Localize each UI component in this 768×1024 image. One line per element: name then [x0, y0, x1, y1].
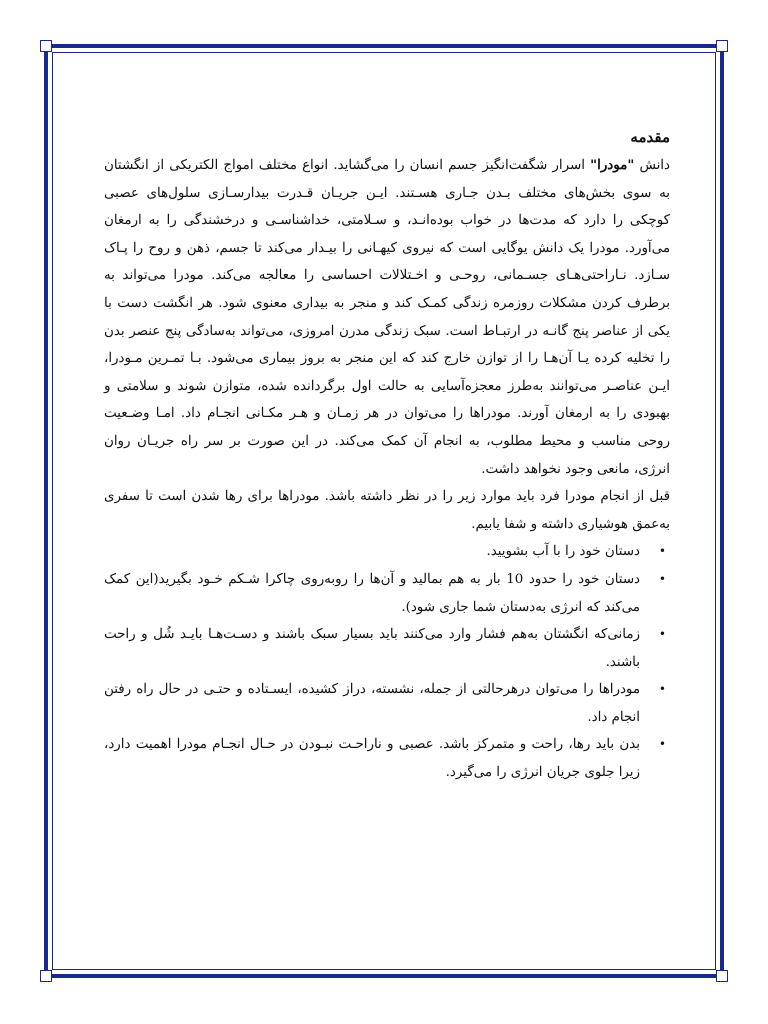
- intro-bold-term: "مودرا": [590, 157, 635, 173]
- bullet-icon: •: [658, 737, 666, 752]
- bullet-icon: •: [658, 571, 666, 586]
- list-item: [104, 676, 666, 731]
- border-corner-ornament: [716, 40, 728, 52]
- list-item-text: دستان خود را حدود 10 بار به هم بمالید و آن‌ها را روبه‌روی چاکرا شـکم خـود بگیرید(این کمک می‌کند که انرژی به‌دستان شما جاری شود).: [104, 571, 640, 615]
- bullet-icon: •: [658, 627, 666, 642]
- preconditions-list: [104, 538, 670, 786]
- list-item: [104, 566, 666, 621]
- list-item: [104, 538, 666, 566]
- intro-prefix: دانش: [634, 158, 670, 173]
- bullet-icon: •: [658, 682, 666, 697]
- preconditions-paragraph: قبل از انجام مودرا فرد باید موارد زیر را در نظر داشته باشد. مودراها برای رها شدن است تا سفری به‌عمق هوشیاری داشته و شفا یابیم.: [104, 489, 670, 532]
- border-corner-ornament: [40, 970, 52, 982]
- list-item-text: مودراها را می‌توان درهرحالتی از جمله، نشسته، دراز کشیده، ایسـتاده و حتـی در حال راه رفتن انجام داد.: [104, 682, 640, 725]
- page-heading: مقدمه: [630, 128, 670, 146]
- document-body: [104, 122, 670, 787]
- intro-paragraph: [104, 152, 670, 483]
- list-item-text: زمانی‌که انگشتان به‌هم فشار وارد می‌کنند باید بسیار سبک باشند و دسـت‌هـا بایـد شُل و راحت باشند.: [104, 627, 640, 670]
- list-item-text: دستان خود را با آب بشویید.: [486, 544, 640, 560]
- list-item-text: بدن باید رها، راحت و متمرکز باشد. عصبی و ناراحـت نبـودن در حـال انجـام مودرا اهمیت دارد، زیرا جلوی جریان انرژی را می‌گیرد.: [104, 737, 640, 781]
- border-corner-ornament: [716, 970, 728, 982]
- list-item: [104, 621, 666, 676]
- intro-text: اسرار شگفت‌انگیز جسم انسان را می‌گشاید. انواع مختلف امواج الکتریکی از انگشتان به سوی بخش‌های مختلف بـدن جـاری هسـتند. ایـن جریـان قـدرت بیدارسـازی سلول‌های عصبی کوچکی را دارد که مدت‌ها در خواب بوده‌انـد، و سـلامتی، خداشناسـی و درخشندگی را به ارمغان می‌آورد. مودرا یک دانش یوگایی است که نیروی کیهـانی را بیـدار می‌کند تا جسم، ذهن و روح را پـاک سـازد. نـاراحتی‌هـای جسـمانی، روحـی و اخـتلالات احساسی را معالجه می‌کند. مودرا می‌تواند به برطرف کردن مشکلات روزمره زندگی کمـک کند و منجر به بیداری معنوی شود. هر انگشت دست با یکی از عناصر پنج گانـه در ارتبـاط است. سبک زندگی مدرن امروزی، می‌تواند به‌سادگی پنج عنصر بدن را تخلیه کرده یـا آن‌هـا را از توازن خارج کند که این منجر به بروز بیماری می‌شود. بـا تمـرین مـودرا، ایـن عناصـر می‌توانند به‌طرز معجزه‌آسایی به حالت اول برگردانده شده، متوازن شوند و سلامتی و بهبودی را به ارمغان آورند. مودراها را می‌توان در هر زمـان و هـر مکـانی انجـام داد. امـا وضـعیت روحی مناسب و محیط مطلوب، به انجام آن کمک می‌کند. در این صورت بر سر راه جریـان روان انرژی، مانعی وجود نخواهد داشت.: [104, 158, 670, 477]
- bullet-icon: •: [658, 544, 666, 559]
- list-item: [104, 731, 666, 786]
- border-corner-ornament: [40, 40, 52, 52]
